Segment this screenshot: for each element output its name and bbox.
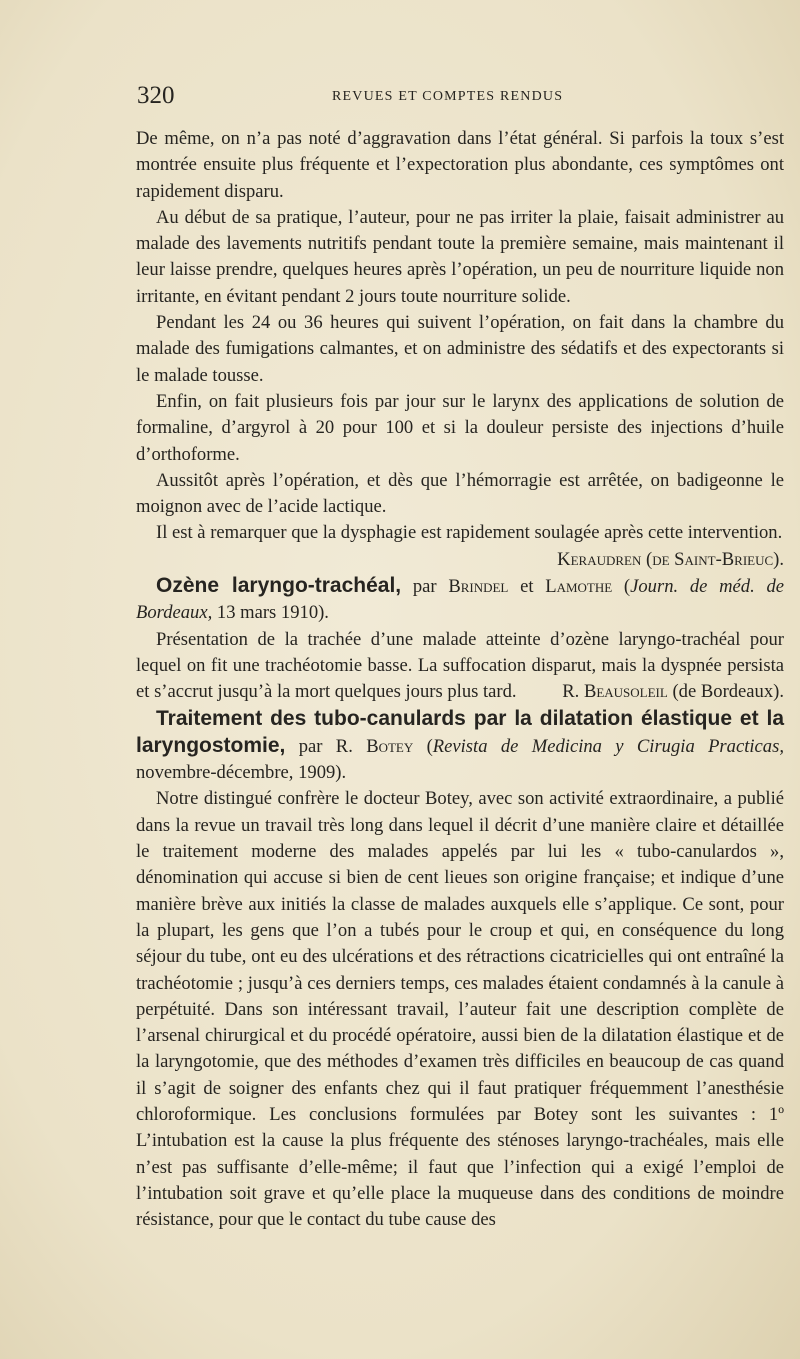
paragraph-text: Il est à remarquer que la dysphagie est rapidement soulagée après cette intervention. [156,522,783,544]
ref-text: ( [413,735,433,757]
ref-date: novembre-décembre, 1909). [136,762,347,784]
article-title: Traitement des tubo-canulards par la dilatation élastique et la laryngostomie, [136,706,784,757]
paragraph: Au début de sa pratique, l’auteur, pour ne pas irriter la plaie, faisait administrer au malade des lavements nutritifs pendant toute la première semaine, mais maintenant il leur laisse prendre, quelques heures après l’opération, un peu de nourriture liquide non irritante, en évitant pendant 2 jours toute nourriture solide. [136,206,784,307]
article-heading [136,706,784,787]
page-body [136,126,784,1233]
ref-text: et [508,576,546,598]
ref-text: par [401,576,449,598]
signature-place: (de Bordeaux). [667,681,784,703]
page-header [137,80,782,116]
paragraph: Pendant les 24 ou 36 heures qui suivent l’opération, on fait dans la chambre du malade des fumigations calmantes, et on administre des sédatifs et des expectorants si le malade tousse. [136,312,784,386]
author-name: Lamothe [545,576,613,598]
paragraph: Notre distingué confrère le docteur Botey, avec son activité extraordinaire, a publié dans la revue un travail très long dans lequel il décrit d’une manière claire et détaillée le traitement moderne des malades appelés par lui les « tubo-canulardos », dénomination qui accuse si bien de cent lieues son origine française; et indique d’une manière brève aux initiés la classe de malades auxquels elle s’applique. Ce sont, pour la plupart, les gens que l’on a tubés pour le croup et qui, en conséquence du long séjour du tube, ont eu des ulcérations et des rétractions cicatricielles qui ont entraîné la trachéotomie ; jusqu’à ces derniers temps, ces malades étaient condamnés à la canule à perpétuité. Dans son intéressant travail, l’auteur fait une description complète de l’arsenal chirurgical et du procédé opératoire, aussi bien de la dilatation élastique et de la laryngotomie, que des méthodes d’examen très difficiles en beaucoup de cas quand il s’agit de soigner des enfants chez qui il faut pratiquer fréquemment l’anesthésie chloroformique. Les conclusions formulées par Botey sont les suivantes : 1º L’intubation est la cause la plus fréquente des sténoses laryngo-trachéales, mais elle n’est pas suffisante d’elle-même; il faut que l’infection qui a exigé l’emploi de l’intubation soit grave et qu’elle place la muqueuse dans des conditions de moindre résistance, pour que le contact du tube cause des [136,788,784,1231]
reviewer-signature [542,679,784,705]
author-name: Botey [366,735,414,757]
paragraph-with-signature [136,520,784,573]
ref-date: 13 mars 1910). [212,602,329,624]
ref-text: ( [612,576,631,598]
ref-text: par R. [285,735,367,757]
journal-name: Journ. de méd. de Bordeaux, [136,576,785,624]
paragraph-text: Présentation de la trachée d’une malade atteinte d’ozène laryngo-trachéal pour lequel on fit une trachéotomie basse. La suffocation disparut, mais la dyspnée persista et s’accrut jusqu’à la mort quelques jours plus tard. [136,628,784,703]
article-heading [136,573,784,627]
author-name: Brindel [448,576,509,598]
paragraph: Aussitôt après l’opération, et dès que l’hémorragie est arrêtée, on badigeonne le moignon avec de l’acide lactique. [136,469,784,518]
paragraph: De même, on n’a pas noté d’aggravation dans l’état général. Si parfois la toux s’est montrée ensuite plus fréquente et l’expectoration plus abondante, ces symptômes ont rapidement disparu. [136,128,784,202]
reviewer-signature: Keraudren (de Saint-Brieuc). [557,548,784,570]
page-number: 320 [137,82,175,109]
signature-name: Beausoleil [583,681,668,703]
article-title: Ozène laryngo-trachéal, [156,574,402,598]
signature-initial: R. [562,681,584,703]
journal-name: Revista de Medicina y Cirugia Practicas, [432,735,784,757]
paragraph: Enfin, on fait plusieurs fois par jour sur le larynx des applications de solution de formaline, d’argyrol à 20 pour 100 et si la douleur persiste des injections d’huile d’orthoforme. [136,390,784,465]
running-head: REVUES ET COMPTES RENDUS [332,89,564,104]
paragraph-with-signature [136,627,784,706]
